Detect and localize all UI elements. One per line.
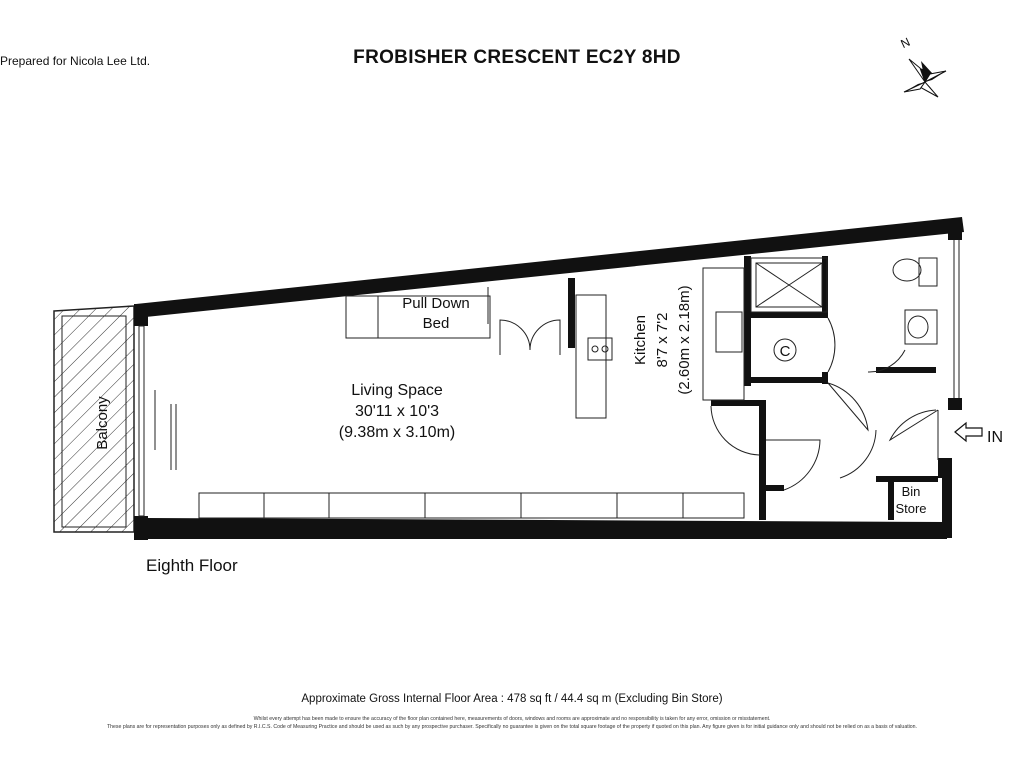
gross-area-text: Approximate Gross Internal Floor Area : 478 sq ft / 44.4 sq m (Excluding Bin Store) [301, 693, 723, 705]
entrance-label: IN [987, 429, 1003, 446]
kitchen-island [576, 295, 606, 418]
bed-label-line2: Bed [422, 315, 450, 332]
kitchen-name: Kitchen [632, 314, 649, 366]
bin-store-line2: Store [895, 501, 927, 516]
balcony-label: Balcony [94, 396, 111, 450]
kitchen-imperial: 8'7 x 7'2 [654, 312, 671, 368]
interior-walls [568, 256, 938, 520]
bin-store-line1: Bin [901, 484, 921, 499]
disclaimer-line-1: Whilst every attempt has been made to ensure the accuracy of the floor plan contained here, measurements of doors, windows and rooms are approximate and no responsibility is taken for any error, omission or misstatement. [253, 716, 771, 722]
bed-label-line1: Pull Down [402, 295, 470, 312]
storage-units [199, 493, 744, 518]
kitchen-metric: (2.60m x 2.18m) [676, 285, 693, 395]
living-space-metric: (9.38m x 3.10m) [338, 424, 456, 441]
prepared-for-text: Prepared for Nicola Lee Ltd. [0, 54, 151, 68]
plan-title: FROBISHER CRESCENT EC2Y 8HD [353, 47, 681, 68]
compass-icon [904, 59, 946, 97]
kitchen-sink [716, 312, 742, 352]
living-space-imperial: 30'11 x 10'3 [354, 403, 440, 420]
toilet [893, 259, 921, 281]
disclaimer-line-2: These plans are for representation purposes only as defined by R.I.C.S. Code of Measuring Practice and should be used as such by any prospective purchaser. Specifically no guarantee is given on the total square footage of the property if quoted on this plan. Any figure given is for initial guidance only and should not be relied on as a basis of valuation. [106, 724, 918, 730]
floor-label: Eighth Floor [146, 556, 238, 575]
kitchen-counter [703, 268, 744, 400]
living-space-name: Living Space [351, 382, 443, 399]
compass-north-label: N [898, 34, 913, 52]
entrance-arrow-icon [955, 423, 982, 441]
basin [905, 310, 937, 344]
cupboard-label: C [779, 343, 791, 360]
exterior-walls [134, 217, 964, 540]
